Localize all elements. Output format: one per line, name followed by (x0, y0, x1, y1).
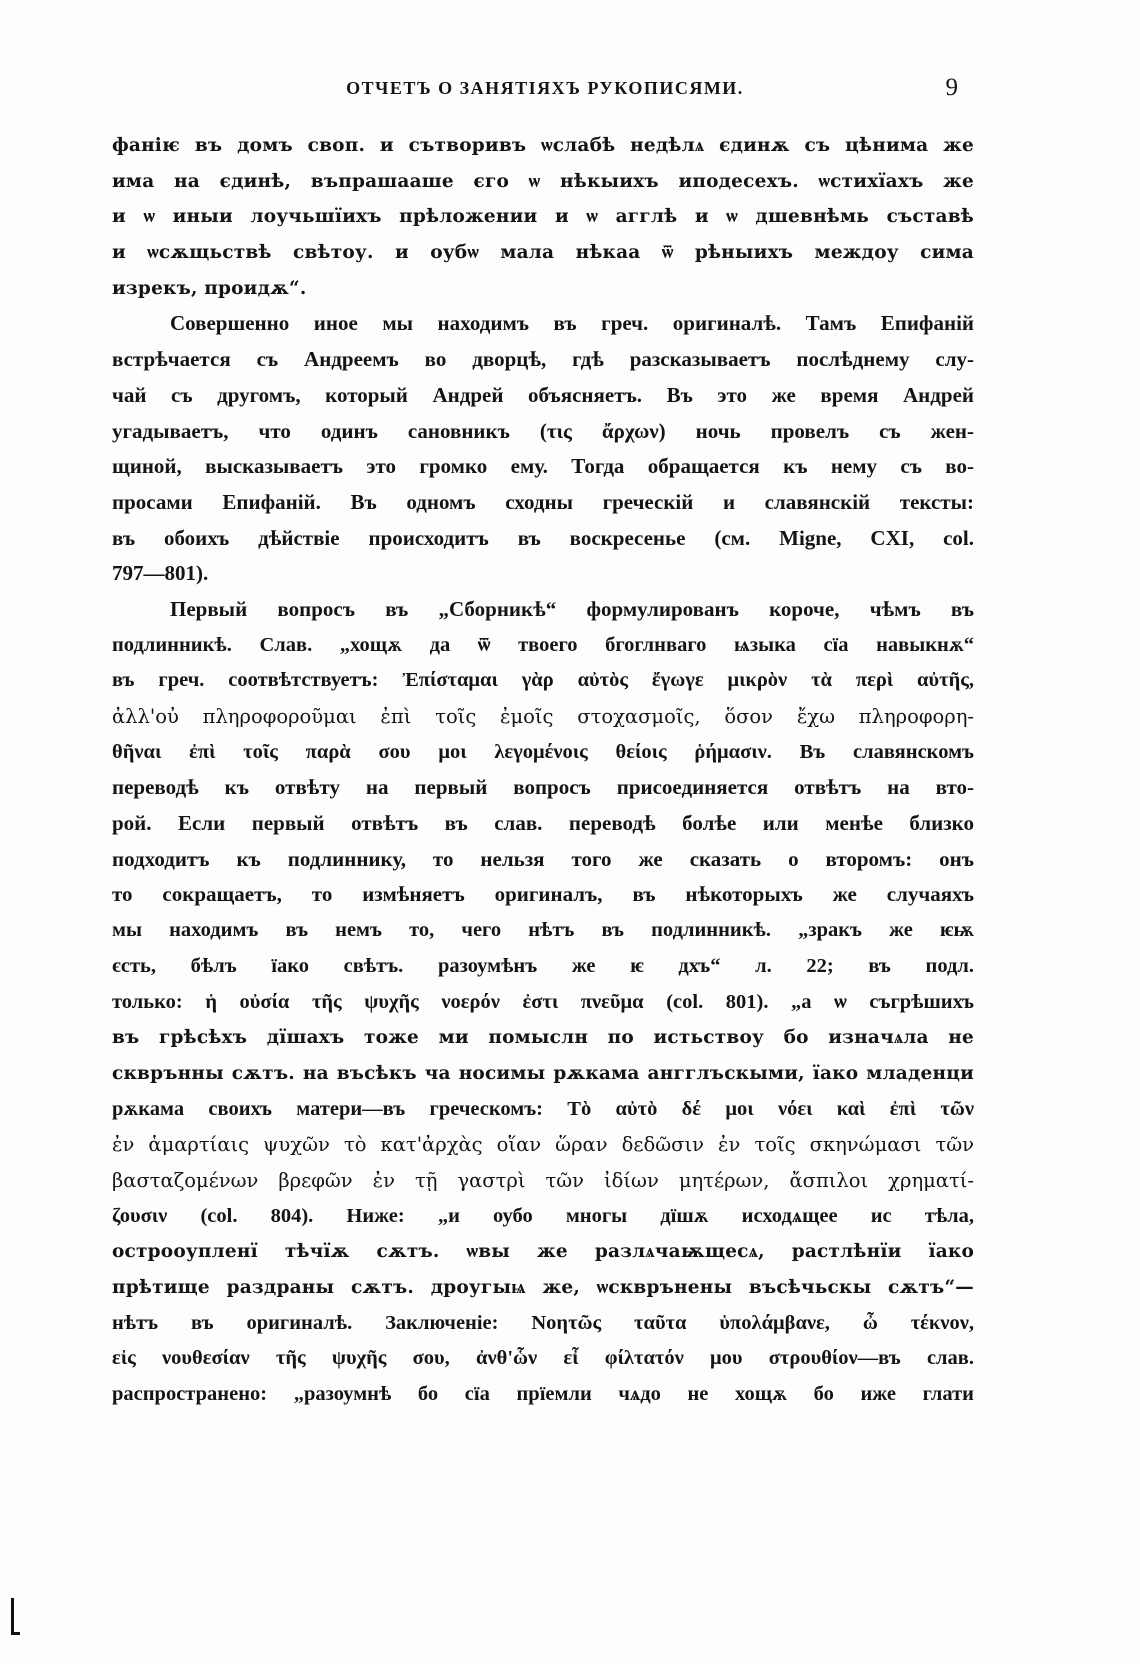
text-line-26: въ грѣсѣхъ дїшахъ тоже ми помыслн по истьствоу бо изначѧла не (112, 1027, 974, 1049)
text-line-24: єсть, бѣлъ їако свѣтъ. разоумѣнъ же ѥ дхъ“ л. 22; въ подл. (112, 954, 974, 977)
text-line-4: и ѡсѫщьствѣ свѣтоу. и оубѡ мала нѣкаа ѿ рѣныихъ междоу сима (112, 242, 974, 264)
margin-mark-foot (11, 1632, 20, 1635)
text-line-23: мы находимъ въ немъ то, чего нѣтъ въ подлинникѣ. „зракъ же ѥѭ (112, 919, 974, 942)
text-line-16: въ греч. соотвѣтствуетъ: Ἐπίσταμαι γὰρ αὐτὸς ἔγωγε μικρὸν τὰ περὶ αὐτῆς, (112, 669, 974, 692)
text-line-9: угадываетъ, что одинъ сановникъ (τις ἄρχων) ночь провелъ съ жен- (112, 418, 974, 443)
text-line-35: εἰς νουθεσίαν τῆς ψυχῆς σου, ἀνθ'ὧν εἶ φίλτατόν μου στρουθίον—въ слав. (112, 1347, 974, 1370)
page-number: 9 (945, 74, 958, 101)
text-line-31: ζουσιν (col. 804). Ниже: „и оубо многы дїшѫ исходѧщее ис тѣла, (112, 1204, 974, 1227)
margin-mark-stem (11, 1598, 14, 1634)
text-line-6: Совершенно иное мы находимъ въ греч. оригиналѣ. Тамъ Епифаній (170, 311, 974, 336)
margin-mark (8, 1598, 20, 1638)
text-line-32: острооупленї тѣчїѫ сѫтъ. ѡвы же разлѧчаѭщесѧ, растлѣнїи їако (112, 1241, 974, 1263)
text-line-22: то сокращаетъ, то измѣняетъ оригиналъ, въ нѣкоторыхъ же случаяхъ (112, 882, 974, 907)
text-line-3: и ѡ иныи лоучьшїихъ прѣложении и ѡ агглѣ и ѡ дшевнѣмь съставѣ (112, 206, 974, 228)
text-line-17: ἀλλ'οὐ πληροφοροῦμαι ἐπὶ τοῖς ἐμοῖς στοχασμοῖς, ὅσον ἔχω πληροφορη- (112, 705, 974, 728)
text-line-28: рѫкама своихъ матери—въ греческомъ: Τὸ αὐτὸ δέ μοι νόει καὶ ἐπὶ τῶν (112, 1097, 974, 1120)
text-line-2: има на єдинѣ, въпрашааше єго ѡ нѣкыихъ иподесехъ. ѡстихїахъ же (112, 170, 974, 192)
text-line-36: распространено: „разоумнѣ бо сїа прїемли чѧдо не хощѫ бо иже глати (112, 1383, 974, 1406)
text-line-15: подлинникѣ. Слав. „хощѫ да ѿ твоего бгоглнваго ѩзыка сїа навыкнѫ“ (112, 633, 974, 656)
text-line-25: только: ἡ οὐσία τῆς ψυχῆς νοερόν ἐστι πνεῦμα (col. 801). „а ѡ съгрѣшихъ (112, 990, 974, 1013)
text-line-30: βασταζομένων βρεφῶν ἐν τῇ γαστρὶ τῶν ἰδίων μητέρων, ἄσπιλοι χρηματί- (112, 1168, 974, 1192)
text-line-5: изрекъ, проидѫ“. (112, 277, 307, 299)
text-line-11: просами Епифаній. Въ одномъ сходны греческій и славянскій тексты: (112, 489, 974, 514)
text-line-19: переводѣ къ отвѣту на первый вопросъ присоединяется отвѣтъ на вто- (112, 775, 974, 800)
running-title: ОТЧЕТЪ О ЗАНЯТІЯХЪ РУКОПИСЯМИ. (346, 78, 744, 98)
text-line-8: чай съ другомъ, который Андрей объясняетъ. Въ это же время Андрей (112, 382, 974, 407)
text-line-33: прѣтище раздраны сѫтъ. дроугыѩ же, ѡскврънены въсѣчьскы сѫтъ“— (112, 1277, 974, 1298)
text-line-18: θῆναι ἐπὶ τοῖς παρὰ σου μοι λεγομένοις θείοις ῥήμασιν. Въ славянскомъ (112, 740, 974, 763)
text-line-7: встрѣчается съ Андреемъ во дворцѣ, гдѣ разсказываетъ послѣднему слу- (112, 347, 974, 372)
text-line-27: скврънны сѫтъ. на въсѣкъ ча носимы рѫкама ангглъскыми, їако младенци (112, 1062, 974, 1084)
text-line-14: Первый вопросъ въ „Сборникѣ“ формулированъ короче, чѣмъ въ (170, 596, 974, 621)
text-line-34: нѣтъ въ оригиналѣ. Заключеніе: Νοητῶς ταῦτα ὑπολάμβανε, ὦ τέκνον, (112, 1311, 974, 1334)
text-line-13: 797—801). (112, 561, 209, 586)
text-line-10: щиной, высказываетъ это громко ему. Тогда обращается къ нему съ во- (112, 454, 974, 479)
text-line-20: рой. Если первый отвѣтъ въ слав. переводѣ болѣе или менѣе близко (112, 811, 974, 836)
text-line-29: ἐν ἁμαρτίαις ψυχῶν τὸ κατ'ἀρχὰς οἵαν ὥραν δεδῶσιν ἐν τοῖς σκηνώμασι τῶν (112, 1133, 974, 1157)
text-line-12: въ обоихъ дѣйствіе происходитъ въ воскресенье (см. Migne, CXI, col. (112, 525, 974, 550)
text-line-1: фаніѥ въ домъ своп. и сътворивъ ѡслабѣ недѣлѧ єдинѫ съ цѣнима же (112, 135, 974, 156)
text-line-21: подходитъ къ подлиннику, то нельзя того же сказать о второмъ: онъ (112, 846, 974, 871)
body-text (112, 128, 974, 1413)
running-head (110, 74, 980, 108)
